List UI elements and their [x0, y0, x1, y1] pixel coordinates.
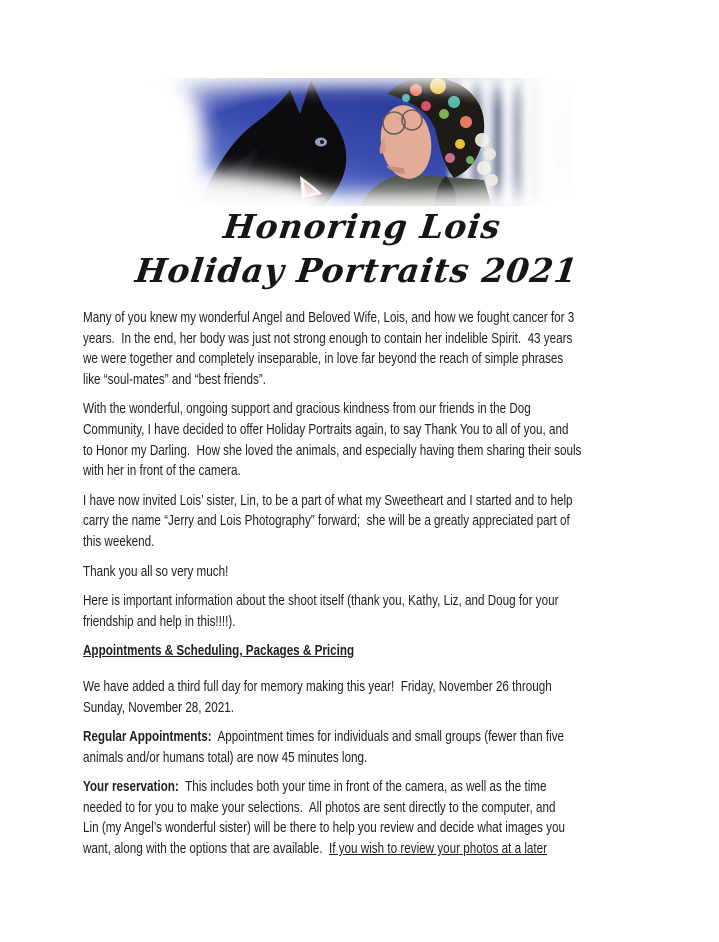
text-line: like “soul-mates” and “best friends”. — [83, 371, 266, 388]
section-heading-appointments: Appointments & Scheduling, Packages & Pricing — [83, 643, 355, 660]
document-title — [0, 205, 719, 293]
text-segment: want, along with the options that are available. — [83, 841, 329, 858]
text-line: Here is important information about the shoot itself (thank you, Kathy, Liz, and Doug for your — [83, 593, 559, 610]
text-line: Many of you knew my wonderful Angel and Beloved Wife, Lois, and how we fought cancer for 3 — [83, 310, 575, 326]
text-line — [83, 839, 643, 860]
hero-photo — [148, 78, 572, 206]
text-line: friendship and help in this!!!!). — [83, 613, 236, 630]
text-line: Community, I have decided to offer Holiday Portraits again, to say Thank You to all of you, and — [83, 421, 569, 438]
text-line: With the wonderful, ongoing support and gracious kindness from our friends in the Dog — [83, 401, 531, 418]
paragraph-dates — [83, 677, 643, 718]
woman-with-black-dog-photo — [148, 78, 572, 206]
text-line: Sunday, November 28, 2021. — [83, 699, 235, 716]
paragraph-regular-appointments — [83, 727, 643, 768]
paragraph-your-reservation — [83, 777, 643, 859]
document-body — [83, 308, 643, 869]
text-line: Lin (my Angel’s wonderful sister) will be there to help you review and decide what images you — [83, 820, 565, 837]
title-line-1: Honoring Lois — [221, 207, 504, 246]
paragraph-lin-invited — [83, 491, 643, 553]
text-line: animals and/or humans total) are now 45 minutes long. — [83, 749, 368, 766]
paragraph-intro — [83, 308, 643, 390]
text-line: We have added a third full day for memory making this year! Friday, November 26 through — [83, 678, 552, 695]
text-line: I have now invited Lois’ sister, Lin, to be a part of what my Sweetheart and I started and to help — [83, 492, 573, 509]
text-line: carry the name “Jerry and Lois Photography” forward; she will be a greatly appreciated part of — [83, 513, 570, 530]
paragraph-thank-you — [83, 562, 643, 583]
text-segment: This includes both your time in front of the camera, as well as the time — [178, 779, 547, 796]
text-line: needed to for you to make your selections. All photos are sent directly to the computer, and — [83, 799, 556, 816]
title-line-2: Holiday Portraits 2021 — [133, 251, 581, 290]
text-line: we were together and completely inseparable, in love far beyond the reach of simple phrases — [83, 351, 564, 368]
your-reservation-label: Your reservation: — [83, 779, 179, 796]
regular-appointments-label: Regular Appointments: — [83, 729, 212, 746]
text-segment: Appointment times for individuals and small groups (fewer than five — [211, 729, 565, 746]
text-line: this weekend. — [83, 533, 155, 550]
text-line: with her in front of the camera. — [83, 463, 241, 480]
paragraph-support — [83, 399, 643, 481]
text-line: years. In the end, her body was just not strong enough to contain her indelible Spirit. 43 years — [83, 330, 573, 347]
text-line — [83, 727, 643, 748]
text-line: Thank you all so very much! — [83, 563, 229, 580]
photo-vignette — [148, 78, 572, 206]
underlined-phrase: If you wish to review your photos at a later — [328, 841, 548, 858]
paragraph-important-info — [83, 591, 643, 632]
text-line — [83, 777, 643, 798]
text-line: to Honor my Darling. How she loved the animals, and especially having them sharing their souls — [83, 442, 582, 459]
